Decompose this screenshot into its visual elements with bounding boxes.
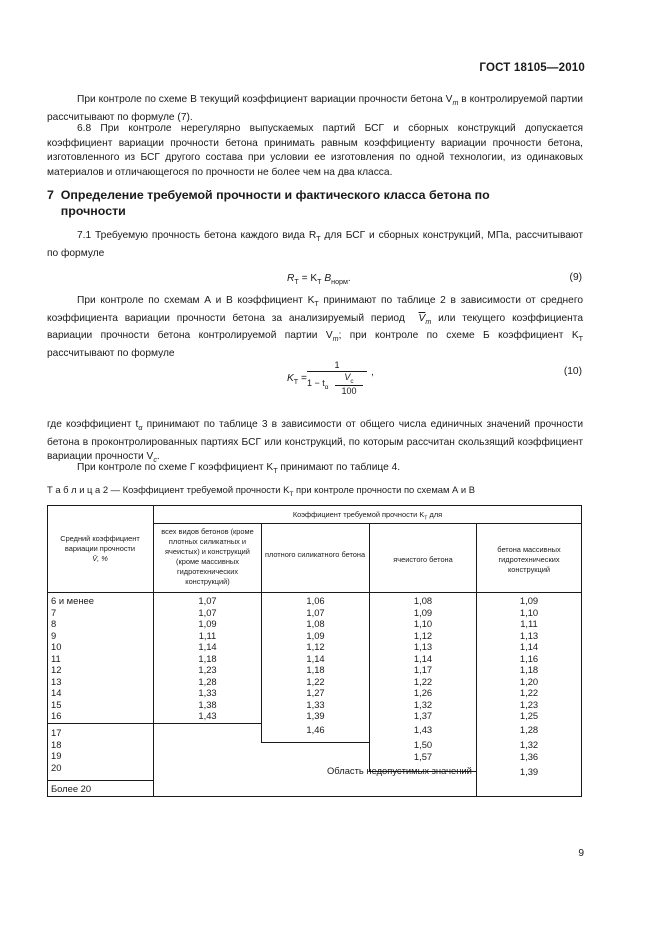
- table-cell: 1,14: [519, 641, 539, 652]
- table-cell: 1,10: [413, 618, 433, 629]
- table-cell: 1,08: [413, 595, 433, 606]
- header-hydrotechnical: бетона массивных гидротехнических конструкций: [497, 545, 561, 574]
- row-label: 14: [51, 687, 62, 698]
- row-labels-b: [51, 727, 61, 773]
- section-title: 7 Определение требуемой прочности и фактического класса бетона по прочности: [47, 188, 490, 218]
- table-cell: 1,28: [198, 675, 217, 687]
- equation-number-9: (9): [569, 272, 582, 283]
- formula-10-lhs: $K_Т$ =: [287, 373, 307, 387]
- table-cell: 1,25: [519, 710, 539, 721]
- table-border-left: [47, 505, 48, 797]
- table-border-bottom: [47, 796, 582, 797]
- table-cell: 1,16: [519, 652, 539, 664]
- table-cell: 1,36: [519, 750, 539, 762]
- table-cell: 1,39: [519, 766, 539, 777]
- table-cell: 1,22: [306, 675, 325, 687]
- table-cell: 1,07: [198, 606, 217, 618]
- column-hydrotechnical: [477, 595, 581, 778]
- row-labels-a: [51, 595, 94, 722]
- equation-number-10: (10): [563, 366, 582, 377]
- table-cell: 1,39: [306, 710, 325, 721]
- row-label: 8: [51, 618, 57, 629]
- table-cell: 1,14: [413, 652, 433, 664]
- table-cell: 1,10: [519, 606, 539, 618]
- header-group: Коэффициент требуемой прочности $K_Т$ для: [292, 510, 443, 522]
- header-bottom-line: [47, 592, 582, 593]
- table-cell: 1,06: [306, 595, 325, 606]
- row-label: 12: [51, 664, 62, 675]
- table-cell: 1,13: [519, 629, 539, 641]
- table-cell: 1,11: [520, 618, 538, 629]
- table-cell: 1,27: [306, 687, 325, 698]
- table-cell: 1,57: [413, 750, 433, 762]
- row-separator-20: [47, 780, 154, 781]
- row-label: 6 и менее: [51, 595, 94, 606]
- table-2: [47, 505, 582, 797]
- row-label: 11: [51, 652, 61, 664]
- paragraph-where: где коэффициент $t_\alpha$ принимают по таблице 3 в зависимости от общего числа единичных значений прочности бетона в проконтролированных партиях БСГ или конструкций, по которым рассчитан скользящий коэффициент вариации прочности $V_c$.: [47, 419, 584, 465]
- formula-10-comma: ,: [371, 367, 374, 378]
- column-cellular: [370, 595, 476, 762]
- formula-10-fraction: 1 $1 - t_\alpha$ $V_c$ 100: [307, 360, 367, 402]
- table-cell: 1,32: [519, 739, 539, 750]
- step-line-col2: [261, 742, 370, 743]
- table-cell: 1,46: [306, 723, 325, 735]
- header-average-variation: Средний коэффициент вариации прочности V̄, %: [60, 534, 140, 563]
- table-cell: 1,38: [198, 698, 217, 710]
- table-cell: 1,09: [519, 595, 539, 606]
- column-silicate: [262, 595, 369, 735]
- table-cell: 1,14: [306, 652, 325, 664]
- row-label: 18: [51, 738, 62, 750]
- table-cell: 1,09: [413, 606, 433, 618]
- row-label-more-20: Более 20: [51, 783, 92, 794]
- document-id: ГОСТ 18105—2010: [479, 62, 585, 74]
- table-cell: 1,17: [413, 664, 433, 675]
- table-cell: 1,22: [519, 687, 539, 698]
- table-cell: 1,32: [413, 698, 433, 710]
- column-all-concretes: [154, 595, 261, 722]
- row-label: 17: [51, 727, 62, 738]
- table-cell: 1,23: [519, 698, 539, 710]
- table-cell: 1,13: [413, 641, 433, 652]
- table-cell: 1,08: [306, 618, 325, 629]
- formula-9: $R_Т = K_Т$ $B_{норм}$.: [287, 273, 351, 287]
- row-label: 10: [51, 641, 62, 652]
- table-border-top: [47, 505, 582, 506]
- paragraph-scheme-v: При контроле по схеме В текущий коэффициент вариации прочности бетона $V_m$ в контролируемой партии рассчитывают по формуле (7).: [47, 94, 583, 123]
- invalid-region-label: Область недопустимых значений: [327, 765, 472, 776]
- table-cell: 1,12: [413, 629, 433, 641]
- table-cell: 1,20: [519, 675, 539, 687]
- row-label: 7: [51, 606, 57, 618]
- table-border-right: [581, 505, 582, 797]
- table-cell: 1,12: [306, 641, 325, 652]
- header-silicate: плотного силикатного бетона: [264, 550, 366, 559]
- table-cell: 1,26: [413, 687, 433, 698]
- table-cell: 1,07: [198, 595, 217, 606]
- row-label: 13: [51, 675, 62, 687]
- row-separator-16: [47, 723, 262, 724]
- paragraph-scheme-g: При контроле по схеме Г коэффициент $K_Т$ принимают по таблице 4.: [77, 462, 401, 476]
- table-cell: 1,37: [413, 710, 433, 721]
- table-cell: 1,28: [519, 723, 539, 735]
- row-label: 9: [51, 629, 57, 641]
- table-cell: 1,43: [198, 710, 217, 721]
- table-cell: 1,18: [306, 664, 325, 675]
- row-label: 20: [51, 761, 62, 773]
- row-label: 16: [51, 710, 62, 721]
- table-cell: 1,14: [198, 641, 217, 652]
- table-cell: 1,18: [198, 652, 217, 664]
- table-cell: 1,07: [306, 606, 325, 618]
- table-cell: 1,09: [306, 629, 325, 641]
- table-caption: Т а б л и ц а 2 — Коэффициент требуемой прочности $K_Т$ при контроле прочности по схемам А и В: [47, 484, 475, 498]
- header-cellular: ячеистого бетона: [393, 555, 453, 564]
- table-cell: 1,22: [413, 675, 433, 687]
- row-label: 19: [51, 750, 62, 761]
- header-all-concretes: всех видов бетонов (кроме плотных силикатных и ячеистых) и конструкций (кроме массивных гидротехнических конструкций): [161, 527, 254, 586]
- paragraph-7-1: 7.1 Требуемую прочность бетона каждого вида $R_Т$ для БСГ и сборных конструкций, МПа, рассчитывают по формуле: [47, 230, 584, 259]
- paragraph-6-8: 6.8 При контроле нерегулярно выпускаемых партий БСГ и сборных конструкций допускается коэффициент вариации прочности бетона принимать равным коэффициенту вариации прочности бетона, изготовленного из БСГ другого состава при условии ее изготовления по одной технологии, из одинаковых материалов и отличающегося по прочности не более чем на два класса.: [47, 123, 583, 178]
- row-label: 15: [51, 698, 62, 710]
- table-cell: 1,09: [198, 618, 217, 629]
- table-cell: 1,33: [198, 687, 217, 698]
- table-cell: 1,11: [198, 629, 217, 641]
- page-number: 9: [578, 848, 584, 859]
- table-cell: 1,50: [413, 739, 433, 750]
- table-cell: 1,33: [306, 698, 325, 710]
- paragraph-kt: При контроле по схемам А и В коэффициент $K_Т$ принимают по таблице 2 в зависимости от среднего коэффициента вариации прочности бетона за анализируемый период $\overline{V}_m$ или текущего коэффициента вариации прочности бетона контролируемой партии $V_m$; при контроле по схеме Б коэффициент $K_Т$ рассчитывают по формуле: [47, 295, 583, 359]
- table-cell: 1,18: [519, 664, 539, 675]
- table-cell: 1,23: [198, 664, 217, 675]
- table-cell: 1,43: [413, 723, 433, 735]
